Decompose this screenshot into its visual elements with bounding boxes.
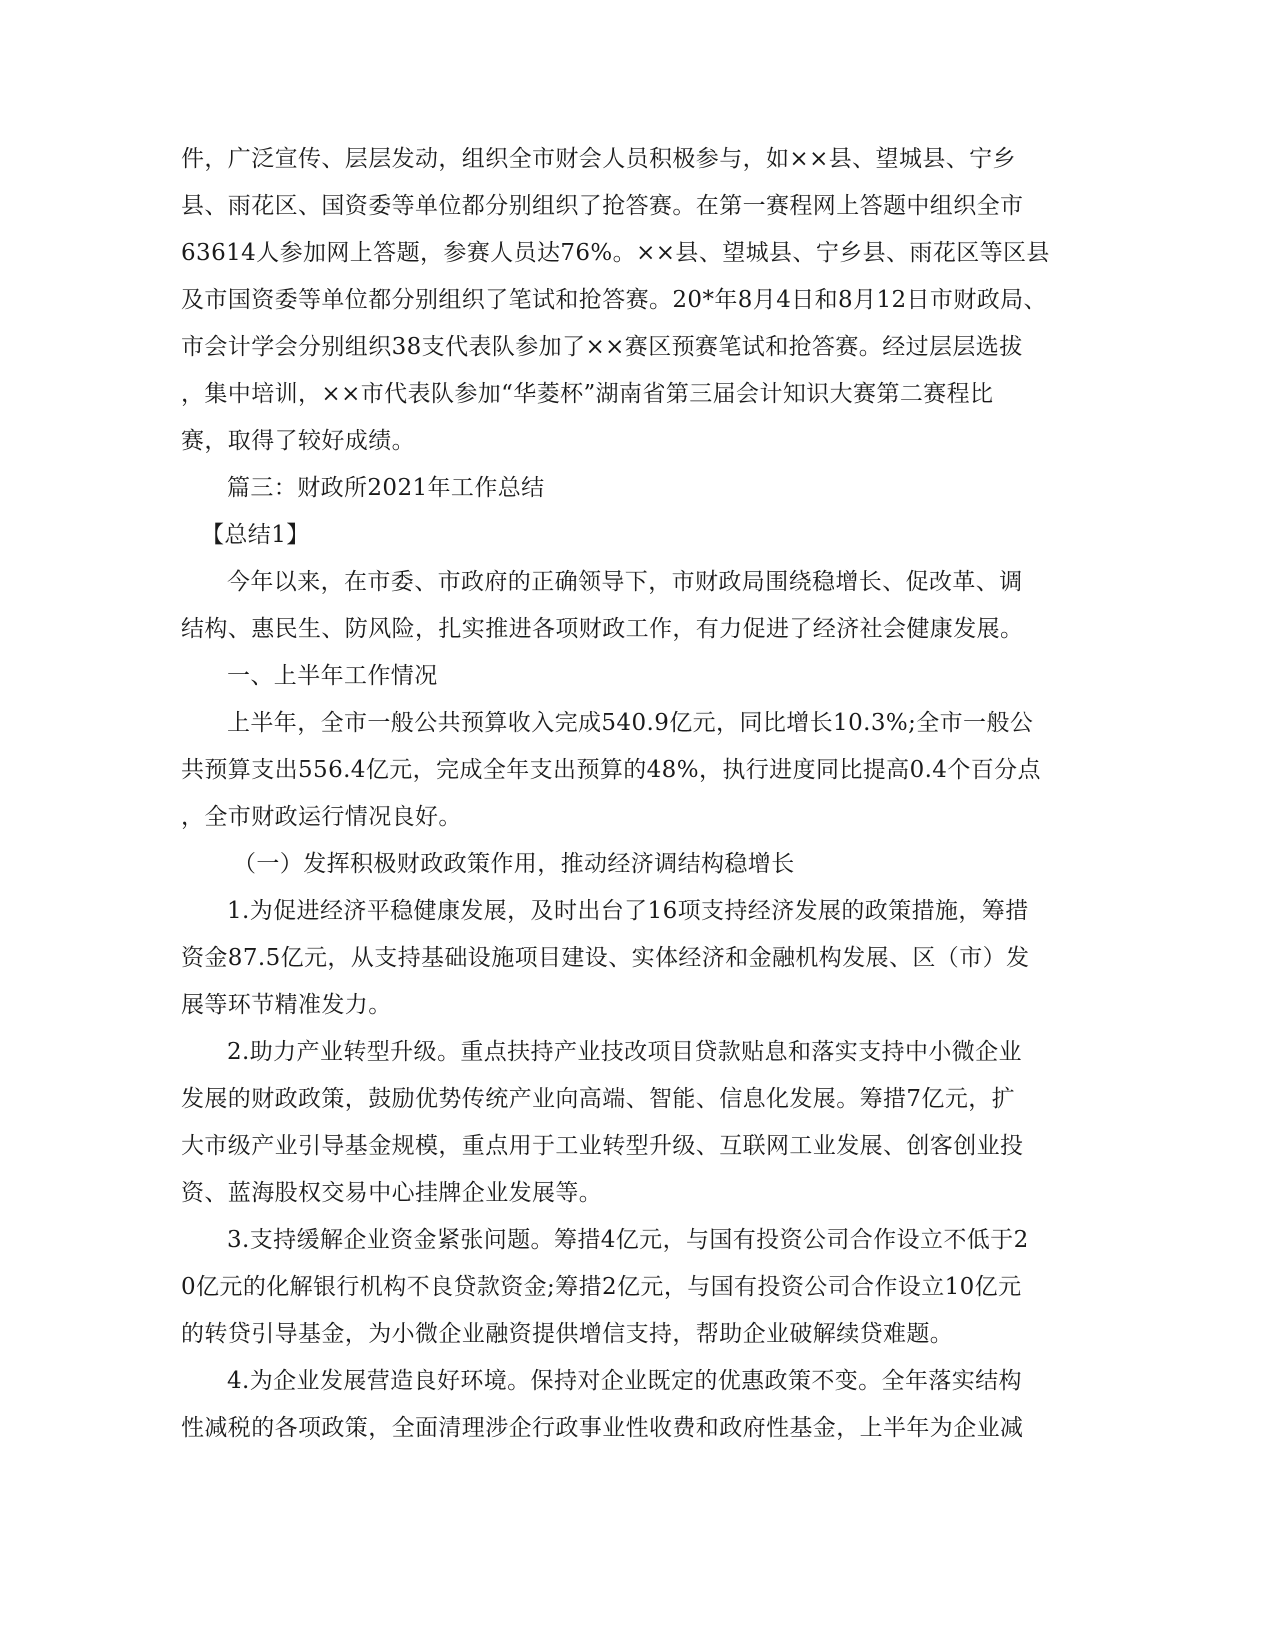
section-heading: 篇三：财政所2021年工作总结: [227, 475, 545, 501]
body-line: 今年以来，在市委、市政府的正确领导下，市财政局围绕稳增长、促改革、调: [227, 569, 1023, 595]
body-line: 件，广泛宣传、层层发动，组织全市财会人员积极参与，如××县、望城县、宁乡: [181, 146, 1016, 172]
body-line: 发展的财政政策，鼓励优势传统产业向高端、智能、信息化发展。筹措7亿元，扩: [181, 1086, 1016, 1112]
body-line: 大市级产业引导基金规模，重点用于工业转型升级、互联网工业发展、创客创业投: [181, 1133, 1024, 1159]
subsection-heading: 【总结1】: [201, 522, 310, 548]
body-line: 上半年，全市一般公共预算收入完成540.9亿元，同比增长10.3%;全市一般公: [227, 710, 1034, 736]
body-line: 共预算支出556.4亿元，完成全年支出预算的48%，执行进度同比提高0.4个百分点: [181, 757, 1041, 783]
document-page: [181, 136, 1086, 1452]
body-line: 0亿元的化解银行机构不良贷款资金;筹措2亿元，与国有投资公司合作设立10亿元: [181, 1274, 1022, 1300]
body-line: 63614人参加网上答题，参赛人员达76%。××县、望城县、宁乡县、雨花区等区县: [181, 240, 1050, 266]
body-line: 1.为促进经济平稳健康发展，及时出台了16项支持经济发展的政策措施，筹措: [227, 898, 1029, 924]
body-line: 县、雨花区、国资委等单位都分别组织了抢答赛。在第一赛程网上答题中组织全市: [181, 193, 1024, 219]
body-line: 的转贷引导基金，为小微企业融资提供增信支持，帮助企业破解续贷难题。: [181, 1321, 954, 1347]
body-line: 性减税的各项政策，全面清理涉企行政事业性收费和政府性基金，上半年为企业减: [181, 1415, 1024, 1441]
body-line: 4.为企业发展营造良好环境。保持对企业既定的优惠政策不变。全年落实结构: [227, 1368, 1022, 1394]
body-line: 赛，取得了较好成绩。: [181, 428, 415, 454]
body-line: 2.助力产业转型升级。重点扶持产业技改项目贷款贴息和落实支持中小微企业: [227, 1039, 1022, 1065]
body-line: 资金87.5亿元，从支持基础设施项目建设、实体经济和金融机构发展、区（市）发: [181, 945, 1030, 971]
part-heading: 一、上半年工作情况: [227, 663, 438, 689]
body-line: 资、蓝海股权交易中心挂牌企业发展等。: [181, 1180, 603, 1206]
body-line: 市会计学会分别组织38支代表队参加了××赛区预赛笔试和抢答赛。经过层层选拔: [181, 334, 1023, 360]
body-line: 及市国资委等单位都分别组织了笔试和抢答赛。20*年8月4日和8月12日市财政局、: [181, 287, 1047, 313]
subsection-heading: （一）发挥积极财政政策作用，推动经济调结构稳增长: [233, 851, 795, 877]
body-line: ，全市财政运行情况良好。: [181, 804, 462, 830]
body-line: 3.支持缓解企业资金紧张问题。筹措4亿元，与国有投资公司合作设立不低于2: [227, 1227, 1029, 1253]
body-line: 结构、惠民生、防风险，扎实推进各项财政工作，有力促进了经济社会健康发展。: [181, 616, 1024, 642]
body-line: ，集中培训，××市代表队参加“华菱杯”湖南省第三届会计知识大赛第二赛程比: [181, 381, 994, 407]
body-line: 展等环节精准发力。: [181, 992, 392, 1018]
